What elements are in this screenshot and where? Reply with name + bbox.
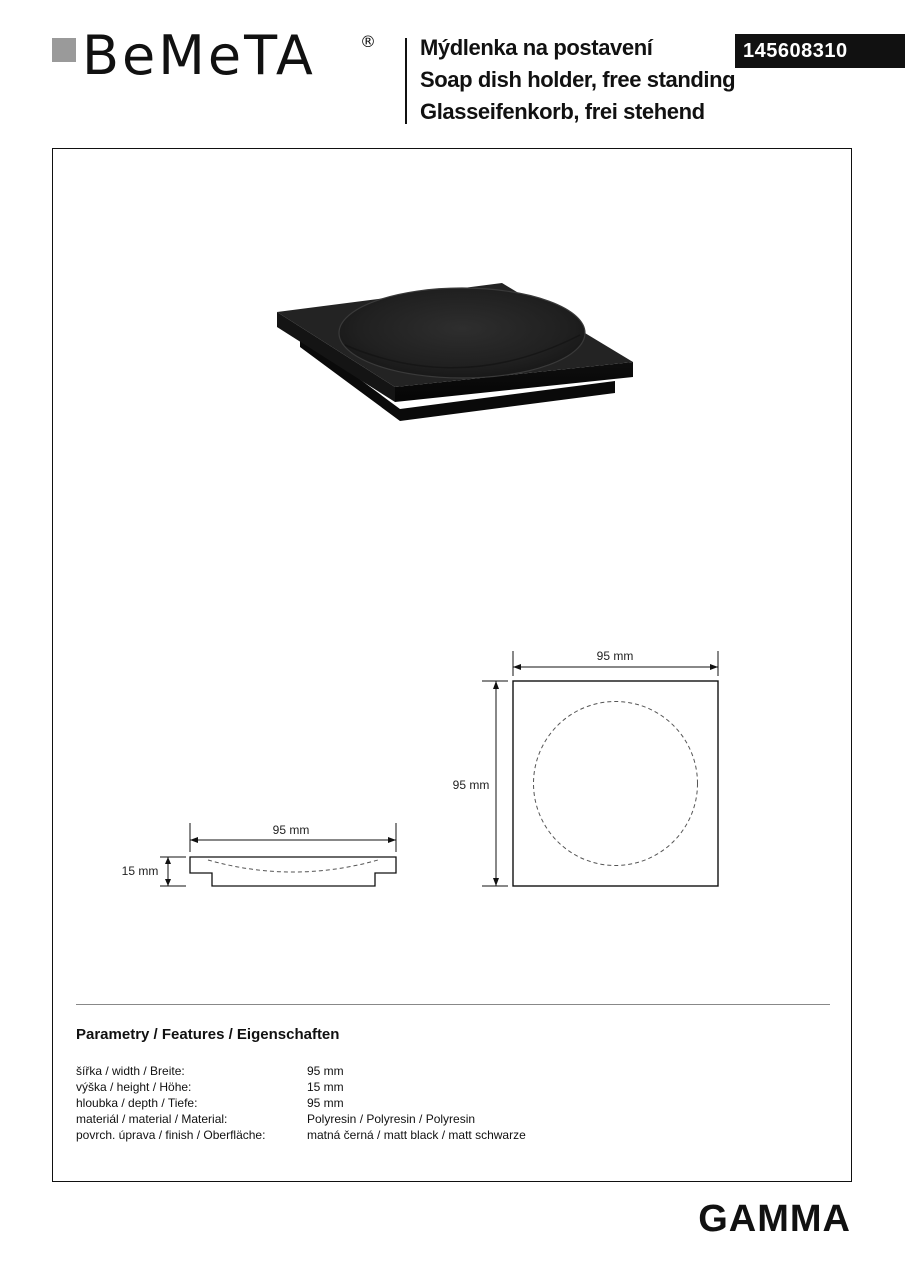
- spec-label: šířka / width / Breite:: [76, 1064, 185, 1078]
- top-view-outline: [513, 681, 718, 886]
- side-height-label: 15 mm: [121, 864, 159, 878]
- spec-value: matná černá / matt black / matt schwarze: [307, 1128, 526, 1142]
- top-view-bowl-outline: [534, 702, 698, 866]
- spec-label: hloubka / depth / Tiefe:: [76, 1096, 198, 1110]
- features-heading: Parametry / Features / Eigenschaften: [76, 1026, 340, 1043]
- registered-mark: ®: [360, 32, 376, 51]
- top-depth-label: 95 mm: [452, 778, 490, 792]
- spec-label: povrch. úprava / finish / Oberfläche:: [76, 1128, 266, 1142]
- spec-label: materiál / material / Material:: [76, 1112, 228, 1126]
- features-divider: [76, 1004, 830, 1005]
- side-width-label: 95 mm: [272, 823, 310, 837]
- top-width-label: 95 mm: [596, 649, 634, 663]
- spec-value: 15 mm: [307, 1080, 344, 1094]
- spec-label: výška / height / Höhe:: [76, 1080, 192, 1094]
- series-name: GAMMA: [698, 1198, 851, 1240]
- brand-logo: BeMeTA: [82, 24, 316, 87]
- product-code-badge: 145608310: [735, 34, 905, 68]
- spec-value: Polyresin / Polyresin / Polyresin: [307, 1112, 476, 1126]
- spec-value: 95 mm: [307, 1064, 344, 1078]
- title-english: Soap dish holder, free standing: [420, 67, 736, 92]
- title-czech: Mýdlenka na postavení: [420, 35, 653, 60]
- title-german: Glasseifenkorb, frei stehend: [420, 99, 705, 124]
- spec-value: 95 mm: [307, 1096, 344, 1110]
